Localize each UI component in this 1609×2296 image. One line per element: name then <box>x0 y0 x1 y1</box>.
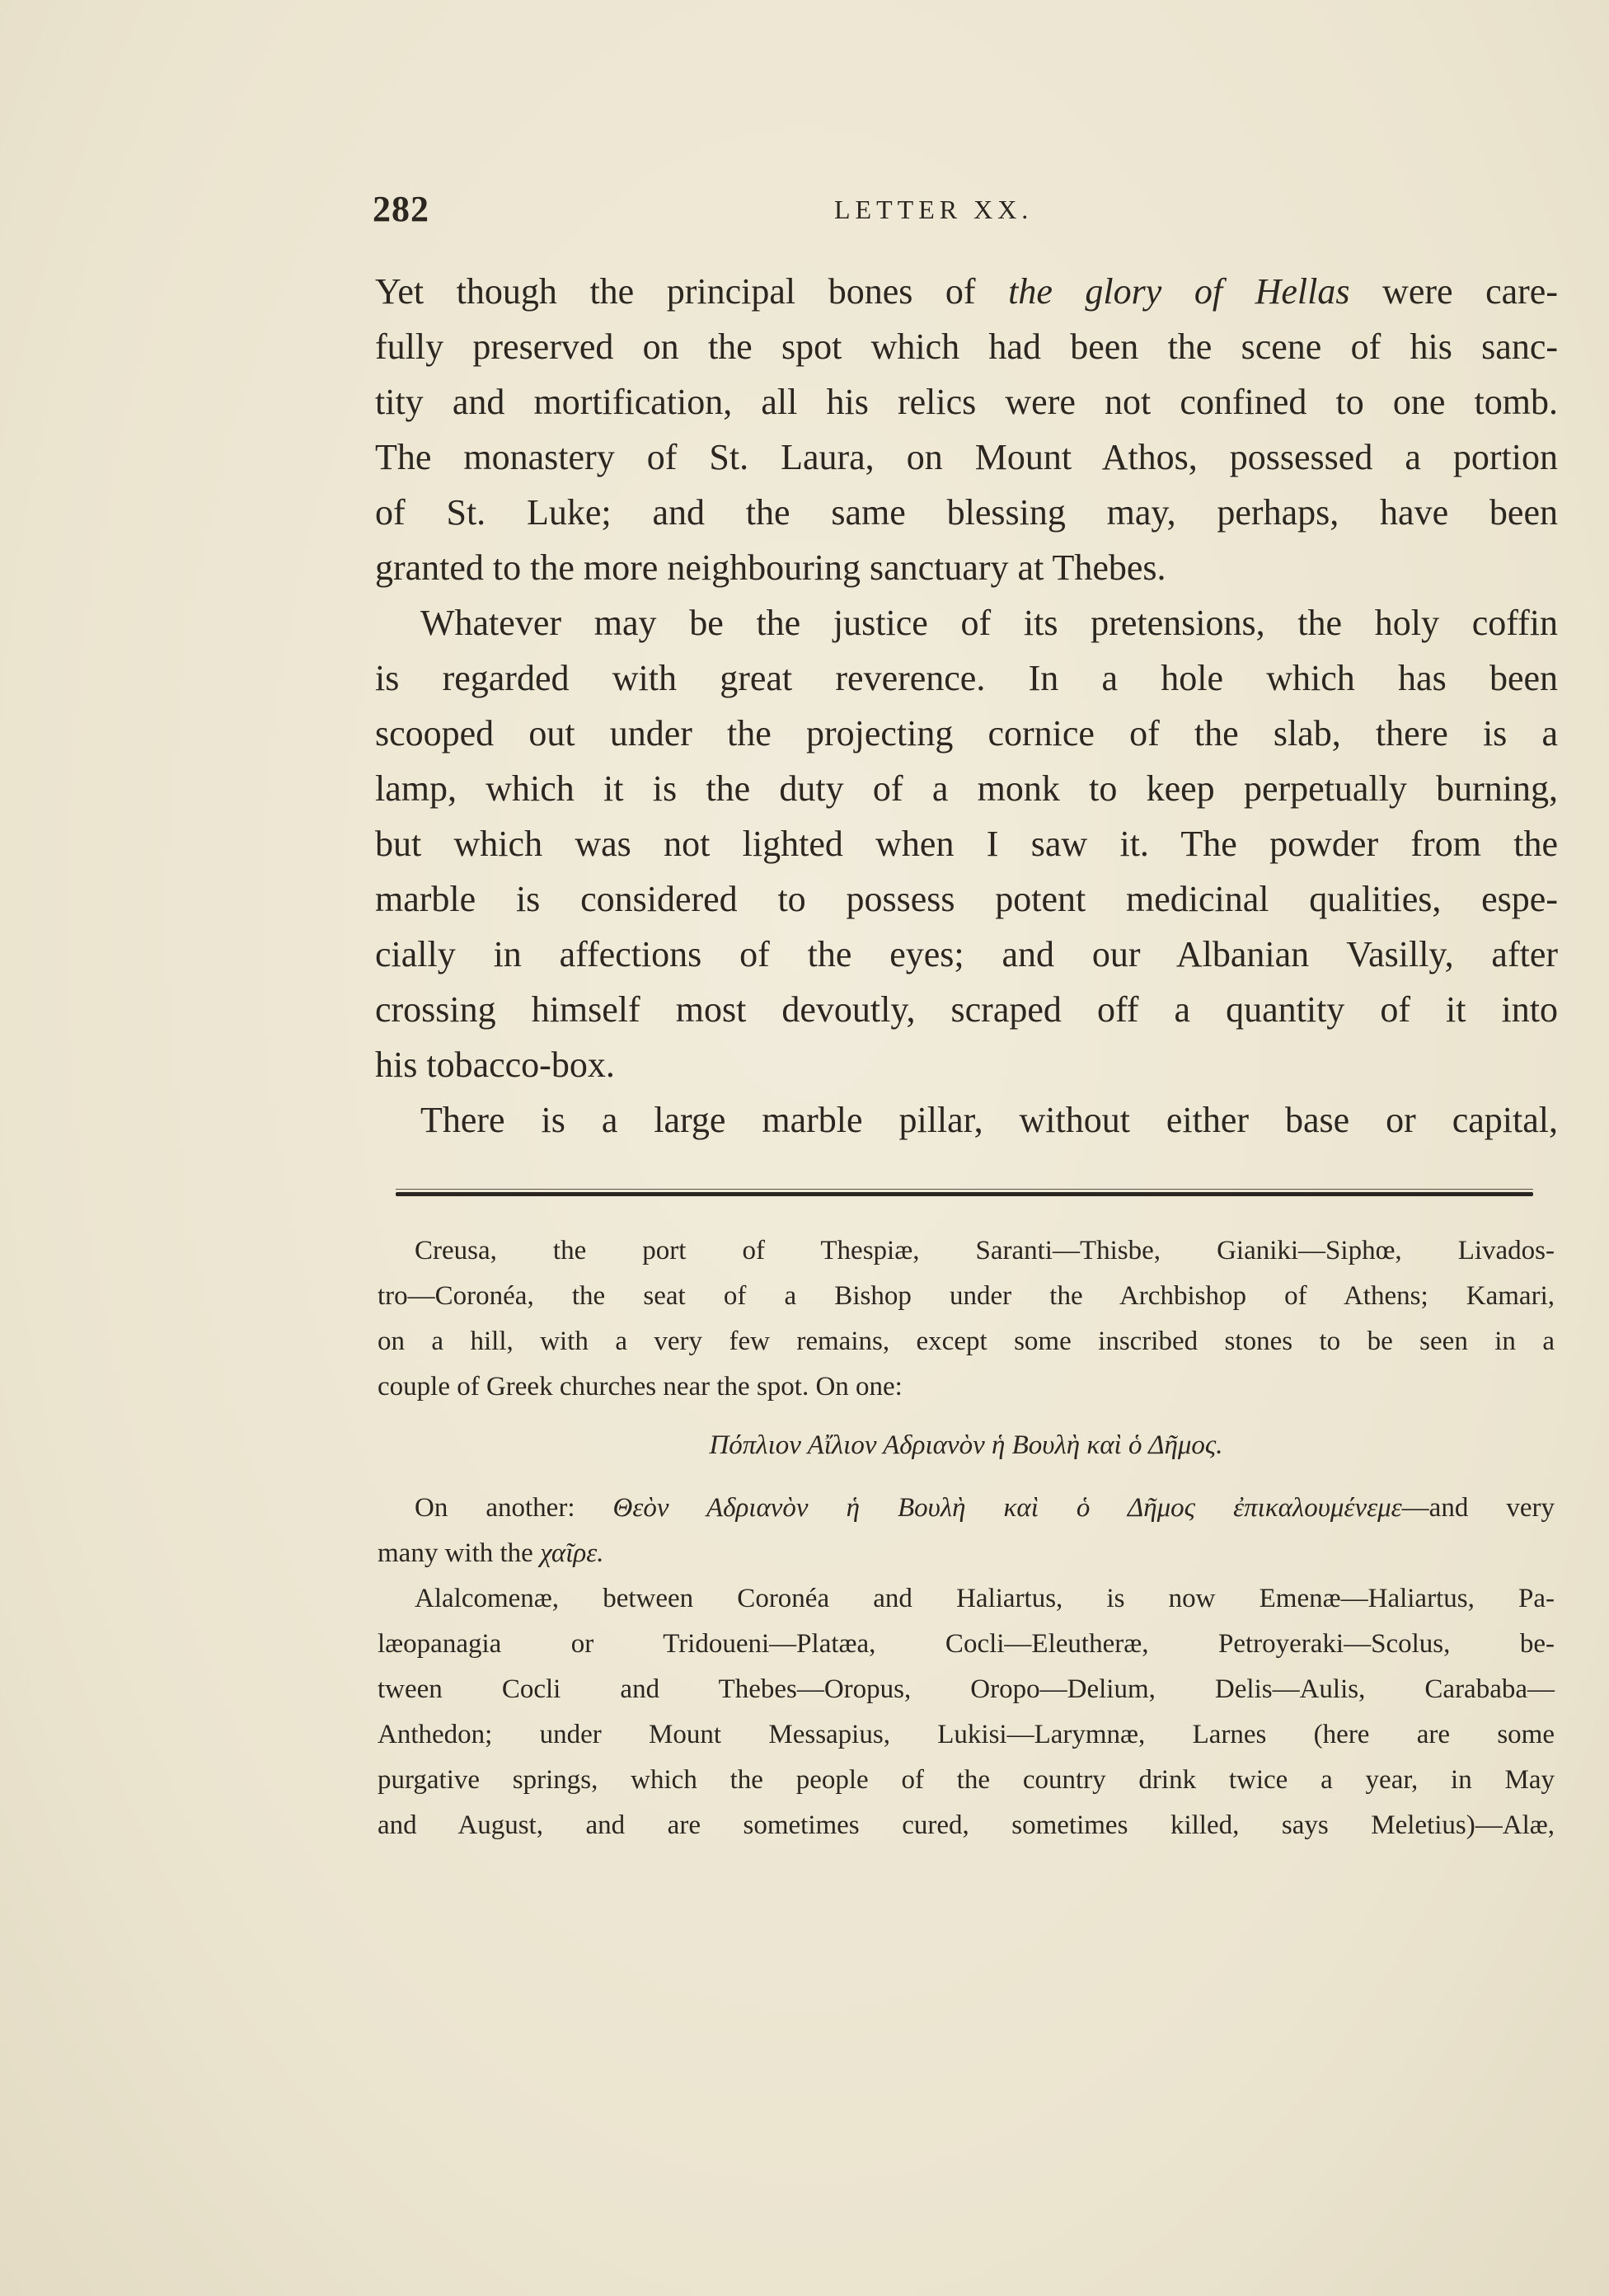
footnote-line: tro—Coronéa, the seat of a Bishop under the Archbishop of Athens; Kamari, <box>378 1281 1555 1311</box>
body-line: scooped out under the projecting cornice of the slab, there is a <box>375 713 1558 754</box>
footnote-line: Anthedon; under Mount Messapius, Lukisi—Larymnæ, Larnes (here are some <box>378 1720 1555 1749</box>
body-line: Yet though the principal bones of the glory of Hellas were care- <box>375 271 1558 312</box>
running-head: LETTER XX. <box>834 195 1034 224</box>
footnote-line: many with the χαῖρε. <box>378 1538 604 1568</box>
body-line: fully preserved on the spot which had been the scene of his sanc- <box>375 326 1558 367</box>
footnote-line: læopanagia or Tridoueni—Platæa, Cocli—Eleutheræ, Petroyeraki—Scolus, be- <box>378 1629 1555 1659</box>
footnote-line: Creusa, the port of Thespiæ, Saranti—Thisbe, Gianiki—Siphœ, Livados- <box>415 1236 1555 1265</box>
footnote-line: purgative springs, which the people of the country drink twice a year, in May <box>378 1765 1555 1795</box>
body-line: Whatever may be the justice of its pretensions, the holy coffin <box>420 603 1558 643</box>
footnote <box>378 1228 1555 1848</box>
body-line: crossing himself most devoutly, scraped off a quantity of it into <box>375 989 1558 1030</box>
page-header <box>373 188 1560 237</box>
body-line: There is a large marble pillar, without either base or capital, <box>420 1100 1558 1140</box>
footnote-line: and August, and are sometimes cured, sometimes killed, says Meletius)—Alæ, <box>378 1810 1555 1840</box>
body-line: marble is considered to possess potent medicinal qualities, espe- <box>375 879 1558 919</box>
main-text <box>375 264 1558 1148</box>
footnote-line: On another: Θεὸν Αδριανὸν ἡ Βουλὴ καὶ ὁ Δῆμος ἐπικαλουμένεμε—and very <box>415 1493 1555 1523</box>
page-number: 282 <box>373 189 429 229</box>
italic-phrase: the glory of Hellas <box>1008 271 1350 312</box>
footnote-line: tween Cocli and Thebes—Oropus, Oropo—Delium, Delis—Aulis, Carababa— <box>378 1674 1555 1704</box>
footnote-line: Alalcomenæ, between Coronéa and Haliartus, is now Emenæ—Haliartus, Pa- <box>415 1584 1555 1613</box>
body-line: his tobacco-box. <box>375 1045 615 1085</box>
greek-inscription-inline: Θεὸν Αδριανὸν ἡ Βουλὴ καὶ ὁ Δῆμος ἐπικαλουμένεμε <box>612 1493 1402 1523</box>
body-line: The monastery of St. Laura, on Mount Athos, possessed a portion <box>375 437 1558 477</box>
greek-word: χαῖρε. <box>540 1538 604 1568</box>
greek-inscription: Πόπλιον Αἴλιον Αδριανὸν ἡ Βουλὴ καὶ ὁ Δῆμος. <box>709 1430 1223 1460</box>
body-line: lamp, which it is the duty of a monk to keep perpetually burning, <box>375 768 1558 809</box>
body-line: but which was not lighted when I saw it. The powder from the <box>375 824 1558 864</box>
body-line: cially in affections of the eyes; and our Albanian Vasilly, after <box>375 934 1558 974</box>
body-line: tity and mortification, all his relics were not confined to one tomb. <box>375 382 1558 422</box>
footnote-divider <box>396 1192 1533 1196</box>
footnote-line: couple of Greek churches near the spot. On one: <box>378 1372 903 1402</box>
body-line: is regarded with great reverence. In a hole which has been <box>375 658 1558 698</box>
footnote-line: on a hill, with a very few remains, except some inscribed stones to be seen in a <box>378 1326 1555 1356</box>
body-line: granted to the more neighbouring sanctuary at Thebes. <box>375 547 1166 588</box>
body-line: of St. Luke; and the same blessing may, perhaps, have been <box>375 492 1558 533</box>
